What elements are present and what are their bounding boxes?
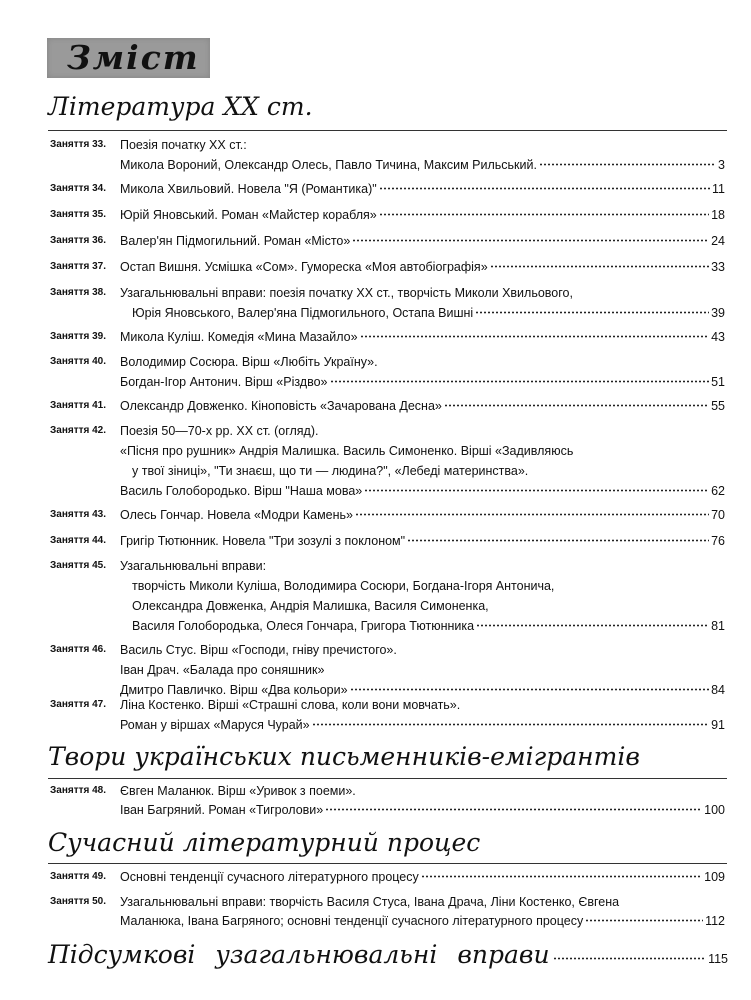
entry-line: Юрія Яновського, Валер'яна Підмогильного, Остапа Вишні bbox=[132, 306, 474, 320]
page-number: 62 bbox=[711, 484, 725, 498]
dot-leader bbox=[444, 398, 709, 411]
dot-leader bbox=[407, 533, 709, 546]
entry-line: Маланюка, Івана Багряного; основні тенденції сучасного літературного процесу bbox=[120, 914, 584, 928]
dot-leader bbox=[364, 483, 709, 496]
entry-line: Євген Маланюк. Вірш «Уривок з поеми». bbox=[120, 784, 356, 798]
entry-label: Заняття 42. bbox=[50, 425, 107, 436]
entry-line: Іван Драч. «Балада про соняшник» bbox=[120, 663, 325, 677]
page-number: 43 bbox=[711, 330, 725, 344]
dot-leader bbox=[360, 329, 710, 342]
entry-line: у твої зіниці», "Ти знаєш, що ти — людина?", «Лебеді материнства». bbox=[132, 464, 529, 478]
page-number: 11 bbox=[712, 182, 725, 196]
dot-leader bbox=[490, 259, 709, 272]
toc-final-entry[interactable] bbox=[48, 940, 728, 972]
section-divider bbox=[48, 778, 727, 779]
dot-leader bbox=[421, 869, 702, 882]
entry-label: Заняття 37. bbox=[50, 261, 107, 272]
entry-line: Юрій Яновський. Роман «Майстер корабля» bbox=[120, 208, 377, 222]
page-number: 76 bbox=[711, 534, 725, 548]
section-heading-emigrant-writers: Твори українських письменників-емігрантів bbox=[48, 742, 640, 771]
entry-label: Заняття 38. bbox=[50, 287, 107, 298]
section-heading-literature-20c: Література XX ст. bbox=[48, 92, 313, 121]
entry-label: Заняття 46. bbox=[50, 644, 107, 655]
entry-line: Узагальнювальні вправи: поезія початку XX ст., творчість Миколи Хвильового, bbox=[120, 286, 573, 300]
dot-leader bbox=[325, 802, 702, 815]
page-number: 84 bbox=[711, 683, 725, 697]
page-number: 91 bbox=[711, 718, 725, 732]
entry-line: Олесь Гончар. Новела «Модри Камень» bbox=[120, 508, 353, 522]
entry-line: Василь Стус. Вірш «Господи, гніву пречистого». bbox=[120, 643, 397, 657]
entry-line: Олександр Довженко. Кіноповість «Зачарована Десна» bbox=[120, 399, 442, 413]
contents-title: Зміст bbox=[67, 38, 200, 77]
page-number: 33 bbox=[711, 260, 725, 274]
entry-line: Валер'ян Підмогильний. Роман «Місто» bbox=[120, 234, 351, 248]
page-number: 39 bbox=[711, 306, 725, 320]
entry-line: Микола Вороний, Олександр Олесь, Павло Тичина, Максим Рильський. bbox=[120, 158, 537, 172]
entry-label: Заняття 47. bbox=[50, 699, 107, 710]
entry-line: Поезія початку XX ст.: bbox=[120, 138, 247, 152]
page-number: 3 bbox=[718, 158, 725, 172]
entry-line: Ліна Костенко. Вірші «Страшні слова, коли вони мовчать». bbox=[120, 698, 461, 712]
dot-leader bbox=[475, 305, 709, 318]
entry-label: Заняття 35. bbox=[50, 209, 107, 220]
dot-leader bbox=[476, 618, 709, 631]
entry-label: Заняття 36. bbox=[50, 235, 107, 246]
final-heading: Підсумкові узагальнювальні вправи bbox=[48, 940, 550, 969]
entry-line: Поезія 50—70-х рр. XX ст. (огляд). bbox=[120, 424, 319, 438]
entry-line: Узагальнювальні вправи: творчість Василя Стуса, Івана Драча, Ліни Костенко, Євгена bbox=[120, 895, 620, 909]
entry-line: Володимир Сосюра. Вірш «Любіть Україну». bbox=[120, 355, 378, 369]
page-number: 70 bbox=[711, 508, 725, 522]
dot-leader bbox=[379, 181, 710, 194]
page-number: 24 bbox=[711, 234, 725, 248]
entry-line: Роман у віршах «Маруся Чурай» bbox=[120, 718, 310, 732]
entry-label: Заняття 41. bbox=[50, 400, 107, 411]
dot-leader bbox=[352, 233, 709, 246]
entry-line: Олександра Довженка, Андрія Малишка, Василя Симоненка, bbox=[132, 599, 489, 613]
dot-leader bbox=[585, 913, 703, 926]
entry-line: Василь Голобородько. Вірш "Наша мова» bbox=[120, 484, 363, 498]
entry-label: Заняття 43. bbox=[50, 509, 107, 520]
dot-leader bbox=[312, 717, 709, 730]
dot-leader bbox=[539, 157, 716, 170]
entry-line: творчість Миколи Куліша, Володимира Сосюри, Богдана-Ігоря Антонича, bbox=[132, 579, 555, 593]
entry-label: Заняття 33. bbox=[50, 139, 107, 150]
dot-leader bbox=[379, 207, 709, 220]
entry-line: «Пісня про рушник» Андрія Малишка. Василь Симоненко. Вірші «Задивляюсь bbox=[120, 444, 574, 458]
page-number: 115 bbox=[708, 952, 728, 966]
page-number: 18 bbox=[711, 208, 725, 222]
entry-label: Заняття 34. bbox=[50, 183, 107, 194]
entry-line: Іван Багряний. Роман «Тигролови» bbox=[120, 803, 324, 817]
page-number: 55 bbox=[711, 399, 725, 413]
entry-line: Узагальнювальні вправи: bbox=[120, 559, 267, 573]
section-heading-modern-process: Сучасний літературний процес bbox=[48, 828, 481, 857]
entry-label: Заняття 45. bbox=[50, 560, 107, 571]
contents-title-box bbox=[47, 38, 210, 78]
page-number: 109 bbox=[704, 870, 725, 884]
section-divider bbox=[48, 863, 727, 864]
entry-label: Заняття 39. bbox=[50, 331, 107, 342]
entry-line: Григір Тютюнник. Новела "Три зозулі з поклоном" bbox=[120, 534, 406, 548]
page-number: 100 bbox=[704, 803, 725, 817]
dot-leader bbox=[350, 682, 710, 695]
page-number: 112 bbox=[705, 914, 725, 928]
entry-label: Заняття 48. bbox=[50, 785, 107, 796]
dot-leader bbox=[330, 374, 710, 387]
entry-label: Заняття 49. bbox=[50, 871, 107, 882]
page-number: 51 bbox=[711, 375, 725, 389]
section-divider bbox=[48, 130, 727, 131]
entry-line: Василя Голобородька, Олеся Гончара, Григора Тютюнника bbox=[132, 619, 475, 633]
entry-line: Дмитро Павличко. Вірш «Два кольори» bbox=[120, 683, 348, 697]
entry-label: Заняття 40. bbox=[50, 356, 107, 367]
entry-label: Заняття 44. bbox=[50, 535, 107, 546]
entry-label: Заняття 50. bbox=[50, 896, 107, 907]
entry-line: Основні тенденції сучасного літературного процесу bbox=[120, 870, 419, 884]
entry-line: Остап Вишня. Усмішка «Сом». Гумореска «Моя автобіографія» bbox=[120, 260, 488, 274]
page-number: 81 bbox=[711, 619, 725, 633]
dot-leader bbox=[553, 947, 706, 963]
entry-line: Микола Хвильовий. Новела "Я (Романтика)" bbox=[120, 182, 377, 196]
entry-line: Богдан-Ігор Антонич. Вірш «Різдво» bbox=[120, 375, 328, 389]
entry-line: Микола Куліш. Комедія «Мина Мазайло» bbox=[120, 330, 358, 344]
dot-leader bbox=[355, 507, 709, 520]
